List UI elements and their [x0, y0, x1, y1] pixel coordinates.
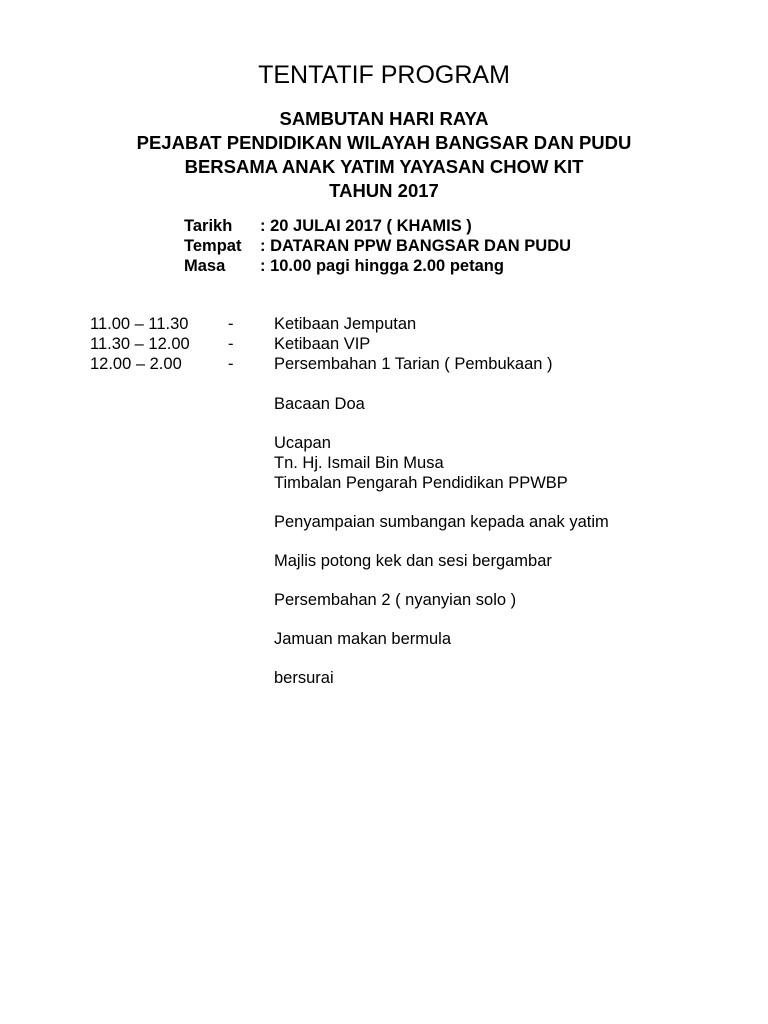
event-info	[184, 216, 571, 276]
schedule-row	[90, 314, 634, 334]
schedule-row	[90, 354, 634, 374]
info-row-date	[184, 216, 571, 236]
program-item-line: bersurai	[274, 669, 334, 687]
program-item-line: Persembahan 2 ( nyanyian solo )	[274, 591, 517, 609]
info-row-venue	[184, 236, 571, 256]
subtitle-line: TAHUN 2017	[329, 180, 439, 201]
subtitle-block	[0, 107, 768, 203]
program-item-line: Bacaan Doa	[274, 395, 365, 413]
program-item-line: Tn. Hj. Ismail Bin Musa	[274, 454, 444, 472]
schedule-time: 12.00 – 2.00	[90, 355, 182, 373]
schedule-desc: Ketibaan VIP	[274, 335, 371, 353]
program-item	[274, 433, 609, 493]
schedule-time: 11.30 – 12.00	[90, 335, 190, 353]
program-item-line: Penyampaian sumbangan kepada anak yatim	[274, 513, 609, 531]
info-label: Tarikh	[184, 217, 233, 235]
info-label: Tempat	[184, 237, 242, 255]
subtitle-line: BERSAMA ANAK YATIM YAYASAN CHOW KIT	[184, 156, 584, 177]
schedule-time: 11.00 – 11.30	[90, 315, 189, 333]
schedule-desc: Ketibaan Jemputan	[274, 315, 417, 333]
schedule-row	[90, 334, 634, 354]
schedule-desc: Persembahan 1 Tarian ( Pembukaan )	[274, 355, 553, 373]
info-value: : 10.00 pagi hingga 2.00 petang	[260, 257, 504, 275]
program-item	[274, 551, 609, 571]
subtitle-line: SAMBUTAN HARI RAYA	[279, 108, 489, 129]
subtitle-line: PEJABAT PENDIDIKAN WILAYAH BANGSAR DAN PUDU	[136, 132, 632, 153]
program-item-line: Ucapan	[274, 434, 331, 452]
info-value: : DATARAN PPW BANGSAR DAN PUDU	[260, 237, 572, 255]
info-value: : 20 JULAI 2017 ( KHAMIS )	[260, 217, 472, 235]
schedule-dash: -	[228, 355, 234, 373]
program-item	[274, 512, 609, 532]
page-title: TENTATIF PROGRAM	[258, 61, 510, 89]
program-item-line: Timbalan Pengarah Pendidikan PPWBP	[274, 474, 568, 492]
program-item-line: Jamuan makan bermula	[274, 630, 452, 648]
schedule	[90, 314, 634, 374]
schedule-dash: -	[228, 315, 234, 333]
program-item	[274, 668, 609, 688]
program-item	[274, 394, 609, 414]
info-label: Masa	[184, 257, 226, 275]
info-row-time	[184, 256, 571, 276]
program-items	[274, 394, 609, 707]
schedule-dash: -	[228, 335, 234, 353]
program-item	[274, 590, 609, 610]
program-item-line: Majlis potong kek dan sesi bergambar	[274, 552, 552, 570]
program-item	[274, 629, 609, 649]
